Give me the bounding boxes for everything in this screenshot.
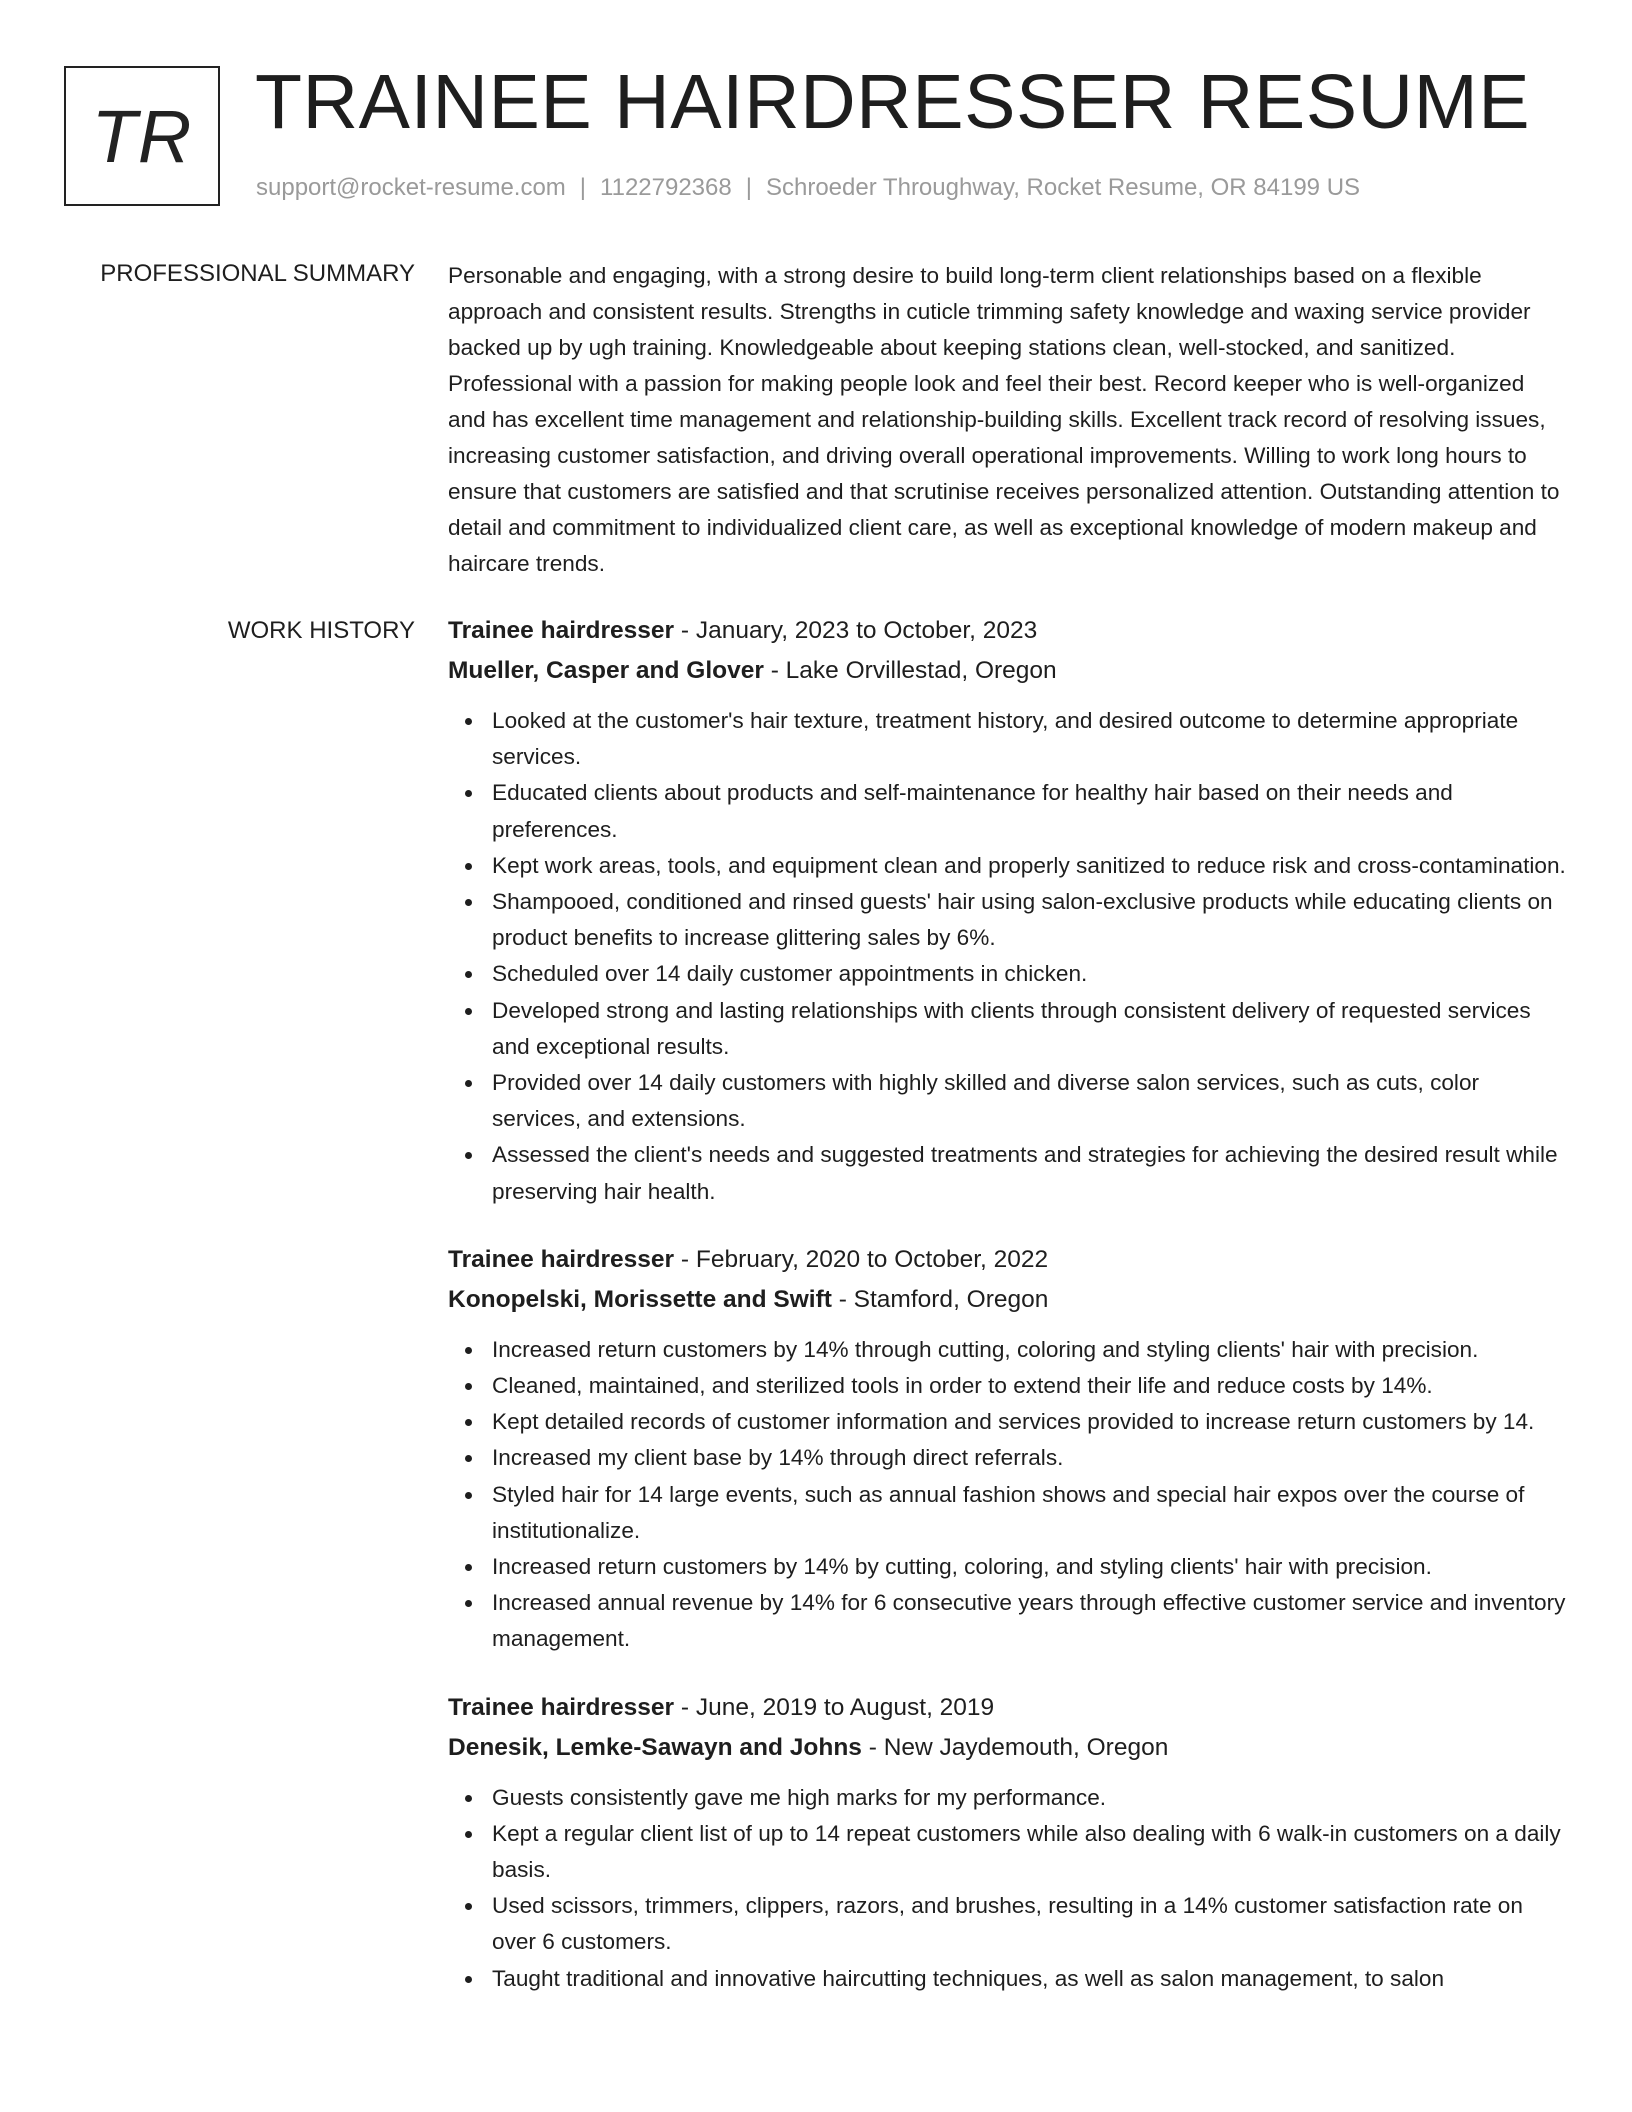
page-title: TRAINEE HAIRDRESSER RESUME: [255, 59, 1531, 145]
job-location: - New Jaydemouth, Oregon: [861, 1733, 1169, 1761]
job-dates: - February, 2020 to October, 2022: [674, 1245, 1049, 1273]
job-entry: [448, 1240, 1568, 1658]
job-bullet: Cleaned, maintained, and sterilized tools in order to extend their life and reduce costs by 14%.: [492, 1368, 1568, 1404]
summary-body: [448, 258, 1568, 582]
job-title: Trainee hairdresser: [448, 1245, 675, 1273]
job-bullet: Kept work areas, tools, and equipment clean and properly sanitized to reduce risk and cross-contamination.: [492, 848, 1568, 884]
job-bullet: Guests consistently gave me high marks for my performance.: [492, 1780, 1568, 1816]
job-bullet: Provided over 14 daily customers with highly skilled and diverse salon services, such as cuts, color services, and extensions.: [492, 1065, 1568, 1137]
job-company-line: [448, 651, 1568, 691]
section-label-summary: PROFESSIONAL SUMMARY: [100, 260, 415, 287]
monogram-badge: TR: [64, 66, 220, 206]
job-bullet: Increased my client base by 14% through direct referrals.: [492, 1440, 1568, 1476]
job-bullet: Assessed the client's needs and suggested treatments and strategies for achieving the desired result while preserving hair health.: [492, 1137, 1568, 1209]
job-company: Denesik, Lemke-Sawayn and Johns: [448, 1733, 862, 1761]
contact-phone: 1122792368: [600, 174, 732, 201]
job-entry: [448, 1688, 1568, 1997]
contact-separator: |: [579, 174, 587, 201]
job-dates: - January, 2023 to October, 2023: [674, 617, 1038, 644]
job-bullet: Kept a regular client list of up to 14 repeat customers while also dealing with 6 walk-in customers on a daily basis.: [492, 1816, 1568, 1888]
job-dates: - June, 2019 to August, 2019: [674, 1693, 995, 1721]
job-bullet: Increased return customers by 14% by cutting, coloring, and styling clients' hair with precision.: [492, 1549, 1568, 1585]
job-bullet: Increased annual revenue by 14% for 6 consecutive years through effective customer service and inventory management.: [492, 1585, 1568, 1657]
job-company-line: [448, 1280, 1568, 1320]
contact-line: [256, 174, 1360, 202]
job-location: - Lake Orvillestad, Oregon: [763, 657, 1057, 684]
job-company-line: [448, 1728, 1568, 1768]
job-title-line: [448, 611, 1568, 651]
job-bullet: Shampooed, conditioned and rinsed guests' hair using salon-exclusive products while educating clients on product benefits to increase glittering sales by 6%.: [492, 884, 1568, 956]
job-bullet-list: [448, 1780, 1568, 1997]
work-history-body: [448, 611, 1568, 2027]
job-bullet: Increased return customers by 14% through cutting, coloring and styling clients' hair with precision.: [492, 1332, 1568, 1368]
job-bullet: Taught traditional and innovative haircutting techniques, as well as salon management, to salon: [492, 1961, 1568, 1997]
job-bullet: Kept detailed records of customer information and services provided to increase return customers by 14.: [492, 1404, 1568, 1440]
contact-separator: |: [745, 174, 752, 201]
job-title: Trainee hairdresser: [448, 1693, 675, 1721]
job-bullet: Scheduled over 14 daily customer appointments in chicken.: [492, 956, 1568, 992]
job-entry: [448, 611, 1568, 1210]
section-label-work-history: WORK HISTORY: [227, 617, 415, 644]
job-bullet: Educated clients about products and self-maintenance for healthy hair based on their needs and preferences.: [492, 775, 1568, 847]
job-bullet-list: [448, 703, 1568, 1210]
job-company: Mueller, Casper and Glover: [448, 657, 764, 684]
job-bullet: Developed strong and lasting relationships with clients through consistent delivery of requested services and exceptional results.: [492, 993, 1568, 1065]
job-bullet: Used scissors, trimmers, clippers, razors, and brushes, resulting in a 14% customer satisfaction rate on over 6 customers.: [492, 1888, 1568, 1960]
job-company: Konopelski, Morissette and Swift: [448, 1285, 832, 1313]
contact-address: Schroeder Throughway, Rocket Resume, OR 84199 US: [765, 174, 1361, 201]
summary-text: Personable and engaging, with a strong desire to build long-term client relationships based on a flexible approach and consistent results. Strengths in cuticle trimming safety knowledge and waxing service provider backed up by ugh training. Knowledgeable about keeping stations clean, well-stocked, and sanitized. Professional with a passion for making people look and feel their best. Record keeper who is well-organized and has excellent time management and relationship-building skills. Excellent track record of resolving issues, increasing customer satisfaction, and driving overall operational improvements. Willing to work long hours to ensure that customers are satisfied and that scrutinise receives personalized attention. Outstanding attention to detail and commitment to individualized client care, as well as exceptional knowledge of modern makeup and haircare trends.: [448, 263, 1560, 576]
job-location: - Stamford, Oregon: [831, 1285, 1049, 1313]
contact-email: support@rocket-resume.com: [256, 174, 566, 201]
job-title-line: [448, 1688, 1568, 1728]
job-title-line: [448, 1240, 1568, 1280]
job-bullet: Looked at the customer's hair texture, treatment history, and desired outcome to determine appropriate services.: [492, 703, 1568, 775]
job-bullet-list: [448, 1332, 1568, 1658]
job-title: Trainee hairdresser: [448, 617, 675, 644]
job-bullet: Styled hair for 14 large events, such as annual fashion shows and special hair expos over the course of institutionalize.: [492, 1477, 1568, 1549]
